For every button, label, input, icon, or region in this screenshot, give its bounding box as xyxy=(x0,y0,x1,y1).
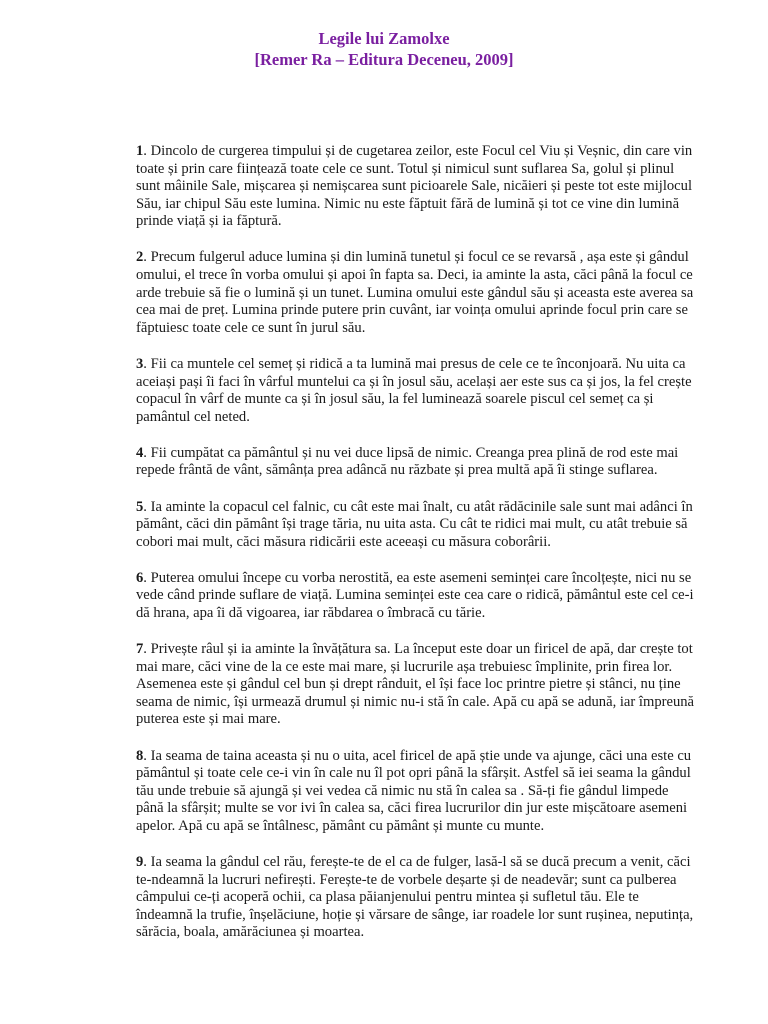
document-subtitle: [Remer Ra – Editura Deceneu, 2009] xyxy=(254,50,514,69)
paragraph-4 xyxy=(136,445,698,480)
paragraph-text: . Fii ca muntele cel semeț și ridică a ta lumină mai presus de cele ce te înconjoară. Nu uita ca aceiași pași îi faci în vârful muntelui ca și în josul său, același aer este sus ca și jos, la fel crește copacul în vârf de munte ca și în josul său, la fel luminează soarele piscul cel semeț ca și pamântul cel neted. xyxy=(136,355,692,425)
paragraph-text: . Ia seama la gândul cel rău, ferește-te de el ca de fulger, lasă-l să se ducă precum a venit, căci te-ndeamnă la lucruri nefirești. Ferește-te de vorbele deșarte și de neadevăr; sunt ca pulberea câmpului ce-ți acoperă ochii, ca plasa păianjenului pentru mintea și sufletul tău. Ele te îndeamnă la trufie, înșelăciune, hoție și vărsare de sânge, iar roadele lor sunt rușinea, neputința, sărăcia, boala, amărăciunea și moartea. xyxy=(136,854,694,941)
paragraph-text: . Dincolo de curgerea timpului și de cugetarea zeilor, este Focul cel Viu și Veșnic, din care vin toate și prin care ființează toate cele ce sunt. Totul și nimicul sunt suflarea Sa, golul și plinul sunt mâinile Sale, mișcarea și nemișcarea sunt picioarele Sale, nicăieri și peste tot este mijlocul Său, iar chipul Său este lumina. Nimic nu este făptuit fără de lumină și tot ce vine din lumină prinde viață și ia făptură. xyxy=(136,143,693,230)
paragraph-3 xyxy=(136,356,698,426)
paragraph-1 xyxy=(136,143,698,231)
paragraph-number: 2 xyxy=(136,249,144,266)
paragraph-5 xyxy=(136,499,698,552)
document-body xyxy=(136,143,698,960)
paragraph-number: 4 xyxy=(136,444,144,461)
paragraph-6 xyxy=(136,570,698,623)
paragraph-number: 6 xyxy=(136,569,144,586)
paragraph-7 xyxy=(136,641,698,729)
paragraph-text: . Ia aminte la copacul cel falnic, cu cât este mai înalt, cu atât rădăcinile sale sunt mai adânci în pământ, căci din pământ își trage tăria, nu uita asta. Cu cât te ridici mai mult, cu atât trebuie să cobori mai mult, căci măsura ridicării este aceeași cu măsura coborârii. xyxy=(136,498,693,550)
paragraph-number: 1 xyxy=(136,143,144,159)
document-title: Legile lui Zamolxe xyxy=(318,29,450,48)
paragraph-2 xyxy=(136,249,698,337)
paragraph-text: . Ia seama de taina aceasta și nu o uita, acel firicel de apă știe unde va ajunge, căci una este cu pământul și toate cele ce-i vin în cale nu îl pot opri până la sfârșit. Astfel să iei seama la gândul tău unde trebuie să ajungă și vei vedea că nimic nu stă în calea sa . Să-ți fie gândul limpede până la sfârșit; multe se vor ivi în calea sa, căci firea lucrurilor din jur este mișcătoare asemeni apelor. Apă cu apă se întâlnesc, pământ cu pământ și munte cu munte. xyxy=(136,747,692,834)
paragraph-8 xyxy=(136,748,698,836)
paragraph-number: 9 xyxy=(136,854,144,870)
paragraph-text: . Fii cumpătat ca pământul și nu vei duce lipsă de nimic. Creanga prea plină de rod este mai repede frântă de vânt, sămânța prea adâncă nu răzbate și prea multă apă îi stinge suflarea. xyxy=(136,444,679,479)
document-header xyxy=(0,28,768,70)
paragraph-number: 5 xyxy=(136,498,144,515)
paragraph-9 xyxy=(136,854,698,942)
paragraph-text: . Precum fulgerul aduce lumina și din lumină tunetul și focul ce se revarsă , așa este și gândul omului, el trece în vorba omului și apoi în fapta sa. Deci, ia aminte la asta, căci până la focul ce arde trebuie să fie o lumină și un tunet. Lumina omului este gândul său și aceasta este averea sa cea mai de preț. Lumina prinde putere prin cuvânt, iar voința omului aprinde focul prin care se făptuiesc toate cele ce sunt în jurul său. xyxy=(136,249,694,336)
paragraph-number: 3 xyxy=(136,355,144,372)
paragraph-text: . Privește râul și ia aminte la învățătura sa. La început este doar un firicel de apă, dar crește tot mai mare, căci vine de la ce este mai mare, și lucrurile așa trebuiesc împlinite, prin firea lor. Asemenea este și gândul cel bun și drept rânduit, el își face loc printre pietre și stânci, nu ține seama de nimic, își urmează drumul și nimic nu-i stă în cale. Apă cu apă se adună, iar împreună puterea este și mai mare. xyxy=(136,641,695,728)
paragraph-number: 7 xyxy=(136,641,144,658)
paragraph-number: 8 xyxy=(136,747,144,764)
paragraph-text: . Puterea omului începe cu vorba nerostită, ea este asemeni seminței care încolțește, nici nu se vede când prinde suflare de viață. Lumina seminței este cea care o ridică, pământul este cel ce-i dă hrana, apa îi dă vigoarea, iar răbdarea o îmbracă cu tărie. xyxy=(136,569,694,621)
